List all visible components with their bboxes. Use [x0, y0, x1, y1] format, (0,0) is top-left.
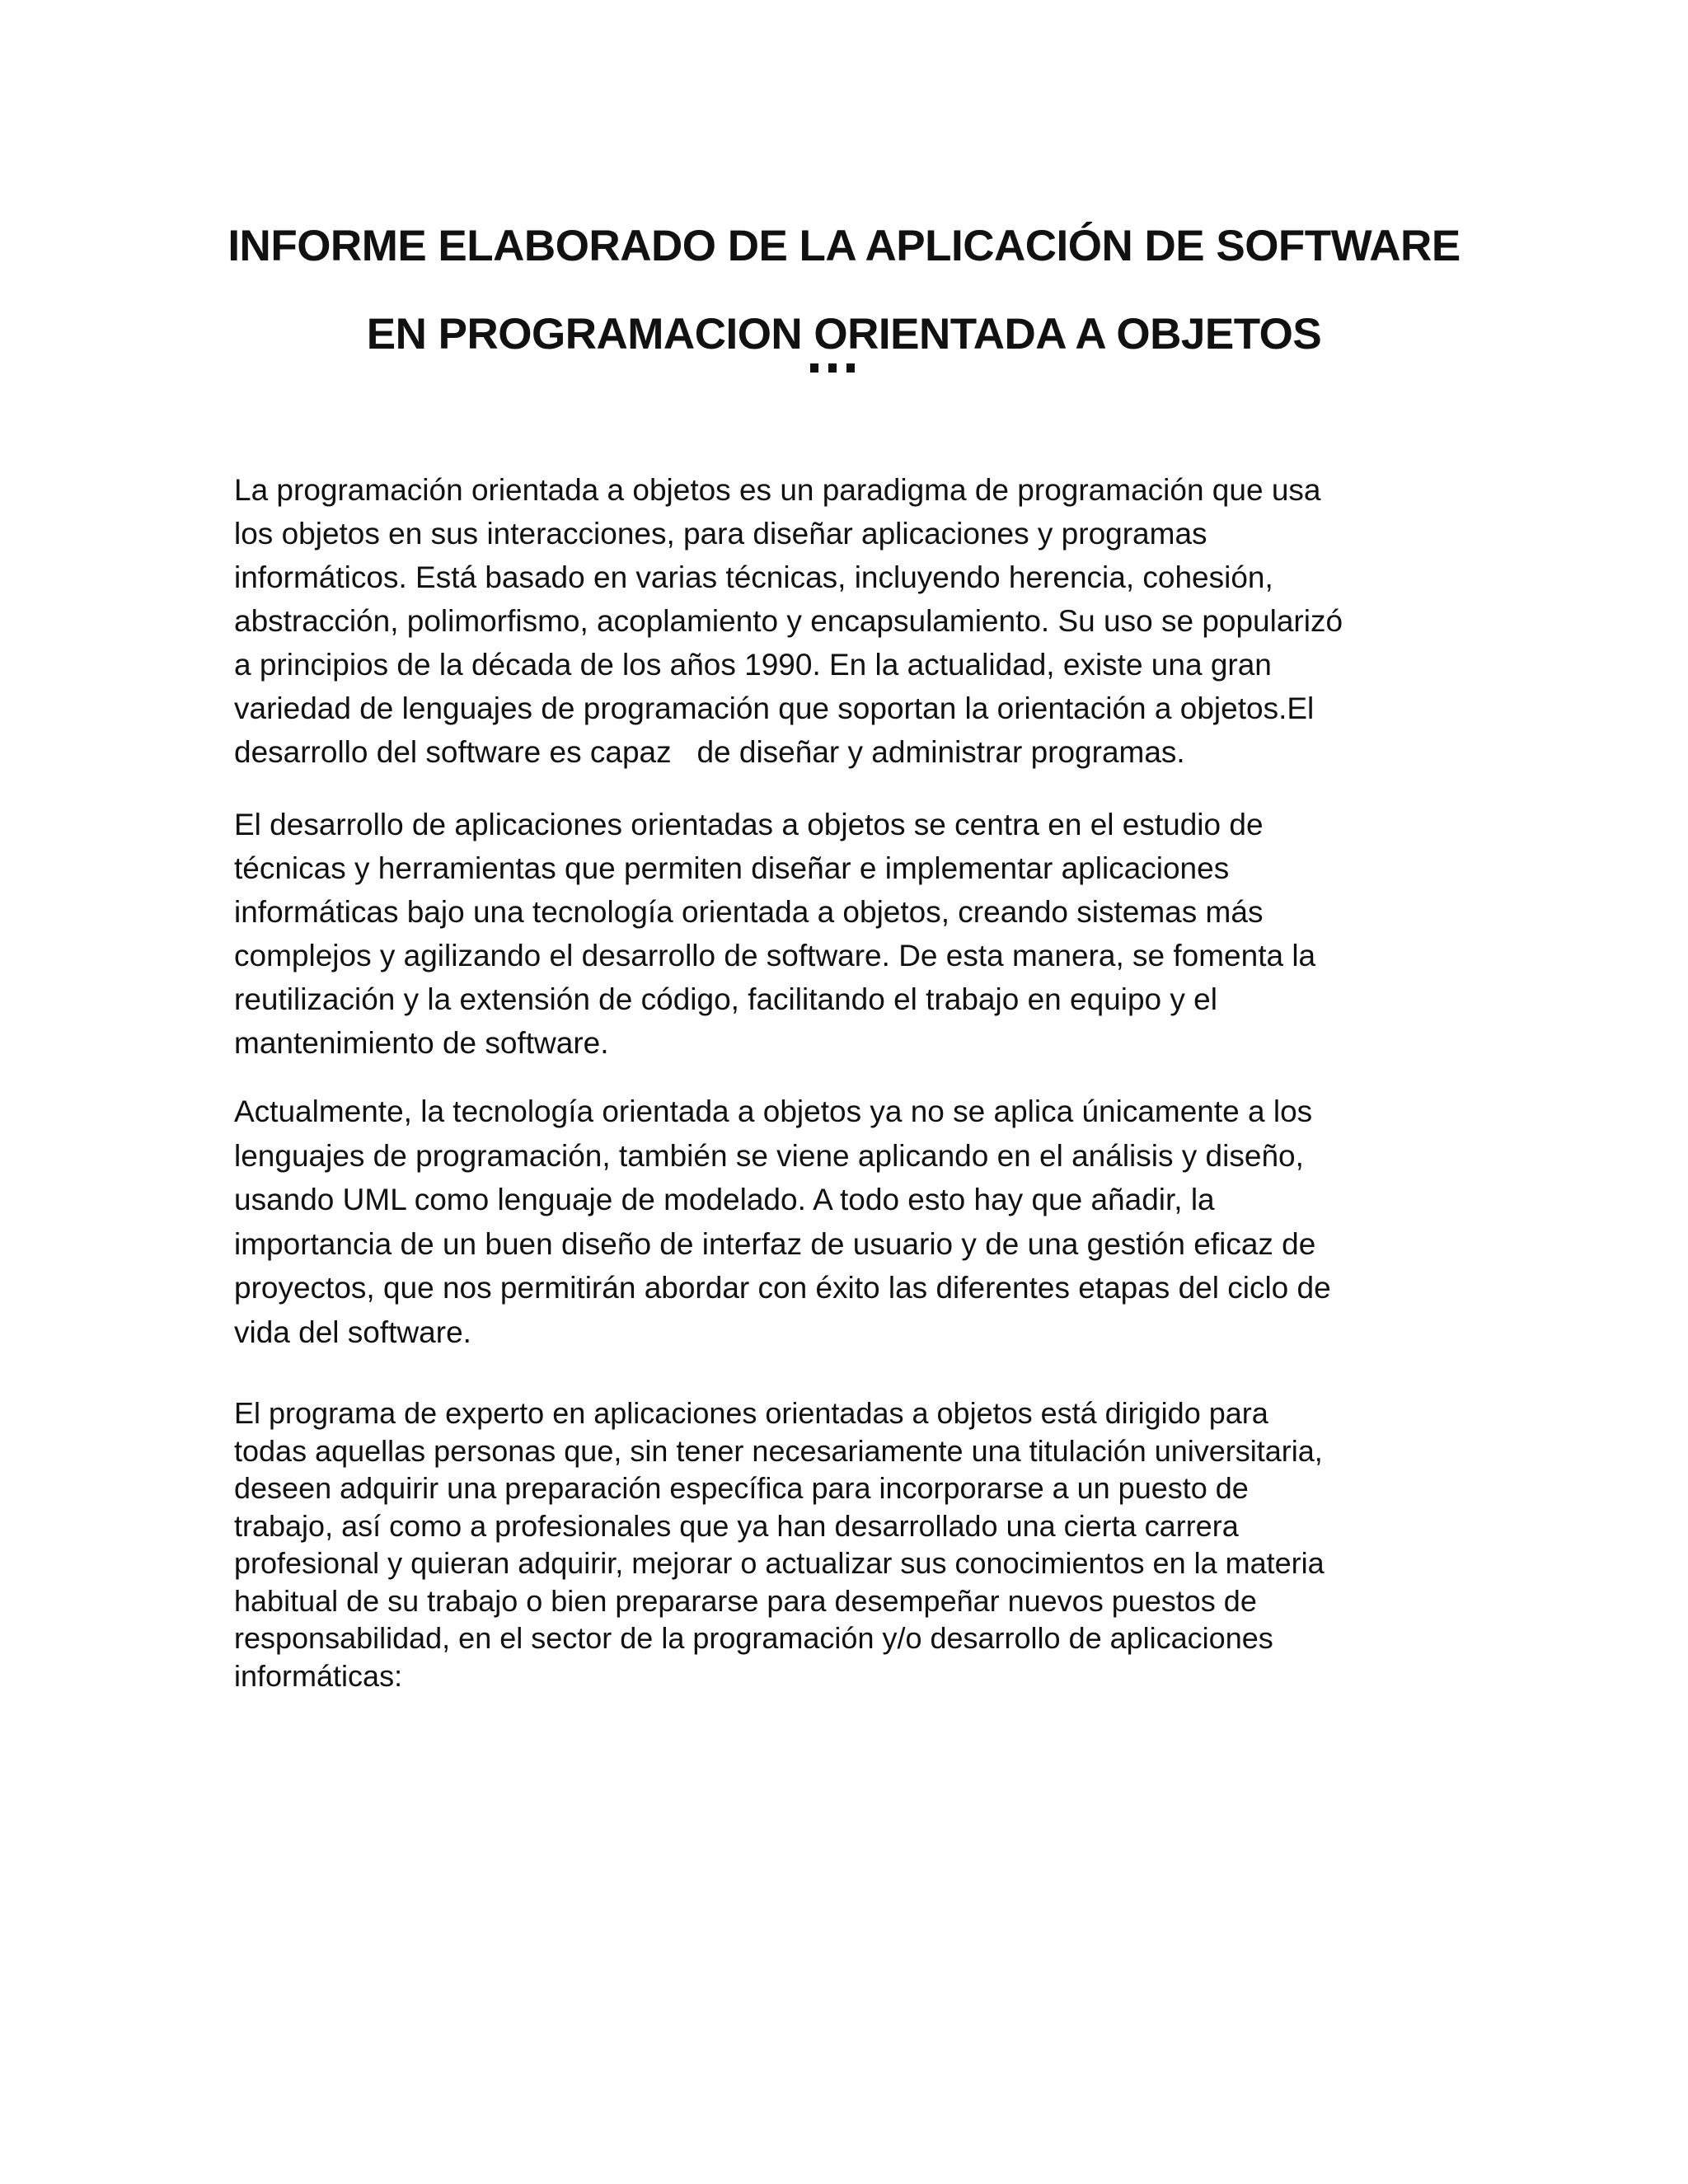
paragraph-line: informáticos. Está basado en varias técnicas, incluyendo herencia, cohesión, — [234, 560, 1273, 594]
paragraph-line: desarrollo del software es capaz de diseñar y administrar programas. — [234, 735, 1185, 769]
paragraph-line: Actualmente, la tecnología orientada a objetos ya no se aplica únicamente a los — [234, 1094, 1313, 1128]
paragraph-3 — [234, 1090, 1454, 1354]
paragraph-line: El programa de experto en aplicaciones orientadas a objetos está dirigido para — [234, 1396, 1268, 1430]
paragraph-line: complejos y agilizando el desarrollo de software. De esta manera, se fomenta la — [234, 939, 1316, 972]
title-line-2: EN PROGRAMACION ORIENTADA A OBJETOS — [366, 310, 1322, 359]
paragraph-line: trabajo, así como a profesionales que ya han desarrollado una cierta carrera — [234, 1508, 1239, 1543]
paragraph-line: informáticas bajo una tecnología orientada a objetos, creando sistemas más — [234, 895, 1264, 929]
paragraph-line: proyectos, que nos permitirán abordar con éxito las diferentes etapas del ciclo de — [234, 1271, 1331, 1305]
paragraph-line: importancia de un buen diseño de interfaz de usuario y de una gestión eficaz de — [234, 1226, 1316, 1261]
paragraph-1 — [234, 468, 1454, 774]
paragraph-line: todas aquellas personas que, sin tener necesariamente una titulación universitaria, — [234, 1433, 1323, 1468]
paragraph-line: El desarrollo de aplicaciones orientadas a objetos se centra en el estudio de — [234, 808, 1264, 841]
paragraph-line: habitual de su trabajo o bien prepararse para desempeñar nuevos puestos de — [234, 1583, 1257, 1618]
document-title — [0, 202, 1688, 378]
paragraph-4 — [234, 1394, 1454, 1694]
paragraph-line: reutilización y la extensión de código, facilitando el trabajo en equipo y el — [234, 982, 1217, 1016]
paragraph-line: responsabilidad, en el sector de la programación y/o desarrollo de aplicaciones — [234, 1621, 1273, 1655]
paragraph-line: profesional y quieran adquirir, mejorar o actualizar sus conocimientos en la materia — [234, 1546, 1325, 1580]
paragraph-line: los objetos en sus interacciones, para diseñar aplicaciones y programas — [234, 517, 1207, 551]
paragraph-line: abstracción, polimorfismo, acoplamiento y encapsulamiento. Su uso se popularizó — [234, 604, 1343, 638]
paragraph-line: técnicas y herramientas que permiten diseñar e implementar aplicaciones — [234, 851, 1230, 885]
paragraph-line: deseen adquirir una preparación específica para incorporarse a un puesto de — [234, 1471, 1249, 1505]
paragraph-line: vida del software. — [234, 1315, 471, 1349]
title-line-1: INFORME ELABORADO DE LA APLICACIÓN DE SOFTWARE — [227, 222, 1461, 270]
paragraph-line: La programación orientada a objetos es un paradigma de programación que usa — [234, 473, 1321, 507]
paragraph-line: mantenimiento de software. — [234, 1026, 609, 1060]
paragraph-line: lenguajes de programación, también se viene aplicando en el análisis y diseño, — [234, 1138, 1304, 1173]
paragraph-line: usando UML como lenguaje de modelado. A todo esto hay que añadir, la — [234, 1183, 1215, 1216]
paragraph-line: variedad de lenguajes de programación que soportan la orientación a objetos.El — [234, 691, 1315, 725]
paragraph-2 — [234, 803, 1454, 1065]
paragraph-line: informáticas: — [234, 1658, 403, 1693]
clipped-text-fragment — [810, 363, 876, 373]
paragraph-line: a principios de la década de los años 1990. En la actualidad, existe una gran — [234, 648, 1272, 682]
